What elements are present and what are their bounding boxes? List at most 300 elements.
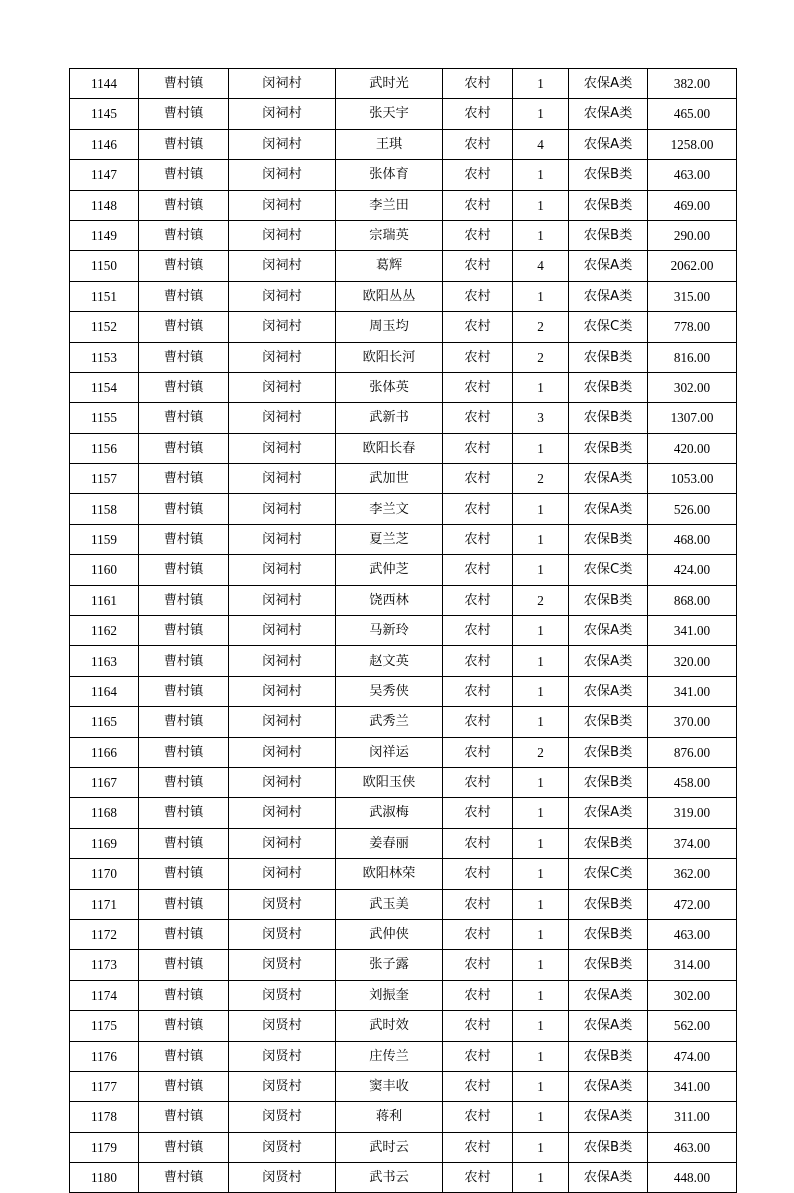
table-row xyxy=(70,494,737,524)
cell-count: 1 xyxy=(513,1102,569,1132)
cell-seq: 1153 xyxy=(70,342,139,372)
table-row xyxy=(70,889,737,919)
cell-category: 农保C类 xyxy=(569,859,648,889)
cell-seq: 1171 xyxy=(70,889,139,919)
cell-count: 1 xyxy=(513,798,569,828)
cell-amount: 816.00 xyxy=(648,342,737,372)
cell-amount: 868.00 xyxy=(648,585,737,615)
cell-seq: 1155 xyxy=(70,403,139,433)
cell-name: 武仲芝 xyxy=(336,555,443,585)
cell-name: 武秀兰 xyxy=(336,707,443,737)
cell-amount: 778.00 xyxy=(648,312,737,342)
cell-name: 张体育 xyxy=(336,160,443,190)
cell-town: 曹村镇 xyxy=(139,1132,229,1162)
cell-amount: 2062.00 xyxy=(648,251,737,281)
cell-amount: 362.00 xyxy=(648,859,737,889)
cell-type: 农村 xyxy=(443,1102,513,1132)
cell-village: 闵祠村 xyxy=(229,342,336,372)
cell-name: 葛辉 xyxy=(336,251,443,281)
cell-count: 1 xyxy=(513,1163,569,1193)
cell-type: 农村 xyxy=(443,99,513,129)
cell-seq: 1169 xyxy=(70,828,139,858)
cell-type: 农村 xyxy=(443,828,513,858)
table-row xyxy=(70,312,737,342)
table-row xyxy=(70,1102,737,1132)
cell-village: 闵祠村 xyxy=(229,798,336,828)
cell-type: 农村 xyxy=(443,372,513,402)
cell-village: 闵祠村 xyxy=(229,555,336,585)
cell-type: 农村 xyxy=(443,494,513,524)
cell-count: 1 xyxy=(513,950,569,980)
cell-category: 农保B类 xyxy=(569,707,648,737)
cell-category: 农保A类 xyxy=(569,281,648,311)
cell-town: 曹村镇 xyxy=(139,69,229,99)
cell-amount: 463.00 xyxy=(648,919,737,949)
cell-village: 闵祠村 xyxy=(229,676,336,706)
cell-type: 农村 xyxy=(443,464,513,494)
table-row xyxy=(70,69,737,99)
cell-village: 闵贤村 xyxy=(229,1132,336,1162)
table-row xyxy=(70,859,737,889)
cell-type: 农村 xyxy=(443,129,513,159)
cell-amount: 465.00 xyxy=(648,99,737,129)
table-row xyxy=(70,342,737,372)
cell-village: 闵贤村 xyxy=(229,1071,336,1101)
cell-village: 闵贤村 xyxy=(229,1163,336,1193)
cell-town: 曹村镇 xyxy=(139,220,229,250)
cell-town: 曹村镇 xyxy=(139,646,229,676)
cell-town: 曹村镇 xyxy=(139,859,229,889)
table-row xyxy=(70,190,737,220)
cell-amount: 458.00 xyxy=(648,767,737,797)
cell-type: 农村 xyxy=(443,707,513,737)
cell-village: 闵祠村 xyxy=(229,251,336,281)
cell-village: 闵祠村 xyxy=(229,524,336,554)
cell-count: 1 xyxy=(513,69,569,99)
table-row xyxy=(70,707,737,737)
cell-town: 曹村镇 xyxy=(139,1071,229,1101)
cell-type: 农村 xyxy=(443,616,513,646)
table-row xyxy=(70,220,737,250)
cell-type: 农村 xyxy=(443,859,513,889)
table-row xyxy=(70,1041,737,1071)
cell-village: 闵贤村 xyxy=(229,1041,336,1071)
cell-count: 1 xyxy=(513,1011,569,1041)
cell-name: 武玉美 xyxy=(336,889,443,919)
cell-village: 闵祠村 xyxy=(229,464,336,494)
cell-type: 农村 xyxy=(443,524,513,554)
cell-town: 曹村镇 xyxy=(139,707,229,737)
cell-category: 农保A类 xyxy=(569,798,648,828)
cell-town: 曹村镇 xyxy=(139,281,229,311)
cell-seq: 1165 xyxy=(70,707,139,737)
cell-seq: 1158 xyxy=(70,494,139,524)
cell-seq: 1156 xyxy=(70,433,139,463)
cell-town: 曹村镇 xyxy=(139,464,229,494)
cell-seq: 1172 xyxy=(70,919,139,949)
cell-name: 饶西林 xyxy=(336,585,443,615)
cell-village: 闵祠村 xyxy=(229,403,336,433)
cell-type: 农村 xyxy=(443,585,513,615)
cell-count: 1 xyxy=(513,828,569,858)
cell-amount: 314.00 xyxy=(648,950,737,980)
cell-seq: 1151 xyxy=(70,281,139,311)
cell-village: 闵祠村 xyxy=(229,312,336,342)
cell-village: 闵祠村 xyxy=(229,646,336,676)
table-row xyxy=(70,676,737,706)
cell-category: 农保B类 xyxy=(569,220,648,250)
cell-name: 武新书 xyxy=(336,403,443,433)
cell-town: 曹村镇 xyxy=(139,767,229,797)
cell-town: 曹村镇 xyxy=(139,372,229,402)
cell-seq: 1180 xyxy=(70,1163,139,1193)
cell-town: 曹村镇 xyxy=(139,889,229,919)
cell-amount: 463.00 xyxy=(648,1132,737,1162)
table-row xyxy=(70,950,737,980)
cell-count: 2 xyxy=(513,737,569,767)
cell-count: 1 xyxy=(513,494,569,524)
table-row xyxy=(70,1071,737,1101)
table-body xyxy=(70,69,737,1193)
cell-amount: 472.00 xyxy=(648,889,737,919)
table-row xyxy=(70,1011,737,1041)
cell-count: 1 xyxy=(513,616,569,646)
cell-count: 2 xyxy=(513,464,569,494)
cell-village: 闵祠村 xyxy=(229,99,336,129)
cell-village: 闵祠村 xyxy=(229,585,336,615)
cell-count: 1 xyxy=(513,220,569,250)
cell-category: 农保B类 xyxy=(569,342,648,372)
cell-type: 农村 xyxy=(443,889,513,919)
cell-seq: 1166 xyxy=(70,737,139,767)
table-row xyxy=(70,464,737,494)
cell-type: 农村 xyxy=(443,342,513,372)
cell-category: 农保A类 xyxy=(569,1071,648,1101)
cell-type: 农村 xyxy=(443,646,513,676)
cell-amount: 320.00 xyxy=(648,646,737,676)
table-row xyxy=(70,980,737,1010)
cell-category: 农保B类 xyxy=(569,737,648,767)
cell-type: 农村 xyxy=(443,312,513,342)
cell-seq: 1152 xyxy=(70,312,139,342)
cell-type: 农村 xyxy=(443,767,513,797)
cell-name: 窦丰收 xyxy=(336,1071,443,1101)
cell-type: 农村 xyxy=(443,1071,513,1101)
cell-type: 农村 xyxy=(443,737,513,767)
cell-count: 4 xyxy=(513,251,569,281)
cell-town: 曹村镇 xyxy=(139,403,229,433)
cell-seq: 1176 xyxy=(70,1041,139,1071)
cell-category: 农保B类 xyxy=(569,889,648,919)
cell-type: 农村 xyxy=(443,160,513,190)
cell-amount: 876.00 xyxy=(648,737,737,767)
cell-type: 农村 xyxy=(443,1163,513,1193)
cell-amount: 341.00 xyxy=(648,1071,737,1101)
cell-town: 曹村镇 xyxy=(139,1011,229,1041)
cell-amount: 1258.00 xyxy=(648,129,737,159)
table-row xyxy=(70,1163,737,1193)
cell-seq: 1175 xyxy=(70,1011,139,1041)
cell-town: 曹村镇 xyxy=(139,798,229,828)
cell-name: 李兰田 xyxy=(336,190,443,220)
cell-town: 曹村镇 xyxy=(139,494,229,524)
cell-amount: 311.00 xyxy=(648,1102,737,1132)
cell-village: 闵贤村 xyxy=(229,980,336,1010)
table-row xyxy=(70,616,737,646)
table-row xyxy=(70,646,737,676)
cell-amount: 1053.00 xyxy=(648,464,737,494)
cell-count: 1 xyxy=(513,676,569,706)
cell-amount: 463.00 xyxy=(648,160,737,190)
cell-type: 农村 xyxy=(443,251,513,281)
cell-town: 曹村镇 xyxy=(139,737,229,767)
cell-village: 闵祠村 xyxy=(229,616,336,646)
cell-amount: 448.00 xyxy=(648,1163,737,1193)
cell-seq: 1144 xyxy=(70,69,139,99)
cell-amount: 424.00 xyxy=(648,555,737,585)
cell-count: 4 xyxy=(513,129,569,159)
cell-category: 农保B类 xyxy=(569,585,648,615)
cell-category: 农保B类 xyxy=(569,160,648,190)
cell-name: 周玉均 xyxy=(336,312,443,342)
cell-type: 农村 xyxy=(443,919,513,949)
table-row xyxy=(70,372,737,402)
cell-name: 武时云 xyxy=(336,1132,443,1162)
cell-category: 农保A类 xyxy=(569,980,648,1010)
table-row xyxy=(70,281,737,311)
cell-count: 1 xyxy=(513,1041,569,1071)
cell-category: 农保B类 xyxy=(569,372,648,402)
cell-seq: 1167 xyxy=(70,767,139,797)
table-row xyxy=(70,99,737,129)
cell-type: 农村 xyxy=(443,403,513,433)
cell-town: 曹村镇 xyxy=(139,919,229,949)
table-row xyxy=(70,585,737,615)
cell-type: 农村 xyxy=(443,1132,513,1162)
table-row xyxy=(70,129,737,159)
cell-village: 闵祠村 xyxy=(229,707,336,737)
cell-amount: 420.00 xyxy=(648,433,737,463)
cell-town: 曹村镇 xyxy=(139,950,229,980)
cell-town: 曹村镇 xyxy=(139,99,229,129)
cell-town: 曹村镇 xyxy=(139,312,229,342)
cell-name: 张子露 xyxy=(336,950,443,980)
cell-village: 闵贤村 xyxy=(229,950,336,980)
cell-town: 曹村镇 xyxy=(139,616,229,646)
cell-name: 蒋利 xyxy=(336,1102,443,1132)
cell-town: 曹村镇 xyxy=(139,1102,229,1132)
cell-count: 1 xyxy=(513,889,569,919)
cell-name: 马新玲 xyxy=(336,616,443,646)
cell-type: 农村 xyxy=(443,980,513,1010)
cell-amount: 382.00 xyxy=(648,69,737,99)
cell-count: 1 xyxy=(513,281,569,311)
cell-type: 农村 xyxy=(443,190,513,220)
cell-amount: 474.00 xyxy=(648,1041,737,1071)
cell-village: 闵祠村 xyxy=(229,433,336,463)
cell-name: 武时光 xyxy=(336,69,443,99)
cell-name: 张体英 xyxy=(336,372,443,402)
cell-village: 闵祠村 xyxy=(229,69,336,99)
cell-seq: 1168 xyxy=(70,798,139,828)
cell-seq: 1174 xyxy=(70,980,139,1010)
cell-village: 闵贤村 xyxy=(229,1011,336,1041)
cell-village: 闵祠村 xyxy=(229,859,336,889)
table-row xyxy=(70,555,737,585)
cell-seq: 1159 xyxy=(70,524,139,554)
cell-name: 欧阳长河 xyxy=(336,342,443,372)
cell-amount: 290.00 xyxy=(648,220,737,250)
cell-count: 1 xyxy=(513,767,569,797)
cell-category: 农保B类 xyxy=(569,190,648,220)
cell-town: 曹村镇 xyxy=(139,129,229,159)
cell-count: 1 xyxy=(513,190,569,220)
cell-type: 农村 xyxy=(443,281,513,311)
table-row xyxy=(70,919,737,949)
cell-amount: 302.00 xyxy=(648,980,737,1010)
cell-town: 曹村镇 xyxy=(139,828,229,858)
cell-seq: 1161 xyxy=(70,585,139,615)
cell-amount: 374.00 xyxy=(648,828,737,858)
cell-town: 曹村镇 xyxy=(139,676,229,706)
cell-seq: 1147 xyxy=(70,160,139,190)
cell-type: 农村 xyxy=(443,555,513,585)
cell-category: 农保A类 xyxy=(569,251,648,281)
cell-name: 武书云 xyxy=(336,1163,443,1193)
cell-village: 闵祠村 xyxy=(229,828,336,858)
table-row xyxy=(70,737,737,767)
cell-seq: 1150 xyxy=(70,251,139,281)
cell-amount: 526.00 xyxy=(648,494,737,524)
cell-count: 1 xyxy=(513,980,569,1010)
cell-village: 闵祠村 xyxy=(229,160,336,190)
table-row xyxy=(70,1132,737,1162)
table-row xyxy=(70,767,737,797)
cell-village: 闵祠村 xyxy=(229,281,336,311)
cell-category: 农保B类 xyxy=(569,1041,648,1071)
cell-town: 曹村镇 xyxy=(139,433,229,463)
table-row xyxy=(70,524,737,554)
cell-village: 闵祠村 xyxy=(229,129,336,159)
cell-amount: 341.00 xyxy=(648,616,737,646)
cell-seq: 1163 xyxy=(70,646,139,676)
cell-seq: 1160 xyxy=(70,555,139,585)
cell-seq: 1170 xyxy=(70,859,139,889)
cell-count: 1 xyxy=(513,160,569,190)
cell-town: 曹村镇 xyxy=(139,160,229,190)
cell-town: 曹村镇 xyxy=(139,524,229,554)
cell-name: 庄传兰 xyxy=(336,1041,443,1071)
cell-town: 曹村镇 xyxy=(139,980,229,1010)
cell-village: 闵祠村 xyxy=(229,220,336,250)
cell-village: 闵贤村 xyxy=(229,889,336,919)
cell-village: 闵祠村 xyxy=(229,494,336,524)
cell-seq: 1154 xyxy=(70,372,139,402)
cell-amount: 562.00 xyxy=(648,1011,737,1041)
cell-town: 曹村镇 xyxy=(139,1041,229,1071)
cell-category: 农保A类 xyxy=(569,99,648,129)
cell-category: 农保C类 xyxy=(569,555,648,585)
cell-type: 农村 xyxy=(443,69,513,99)
cell-count: 1 xyxy=(513,1132,569,1162)
cell-count: 1 xyxy=(513,555,569,585)
cell-seq: 1178 xyxy=(70,1102,139,1132)
cell-count: 1 xyxy=(513,433,569,463)
cell-name: 吴秀侠 xyxy=(336,676,443,706)
cell-seq: 1177 xyxy=(70,1071,139,1101)
cell-village: 闵祠村 xyxy=(229,737,336,767)
cell-amount: 1307.00 xyxy=(648,403,737,433)
cell-category: 农保B类 xyxy=(569,403,648,433)
cell-town: 曹村镇 xyxy=(139,251,229,281)
cell-name: 欧阳长春 xyxy=(336,433,443,463)
cell-count: 3 xyxy=(513,403,569,433)
cell-seq: 1162 xyxy=(70,616,139,646)
cell-village: 闵祠村 xyxy=(229,767,336,797)
table-row xyxy=(70,828,737,858)
cell-town: 曹村镇 xyxy=(139,342,229,372)
cell-village: 闵贤村 xyxy=(229,1102,336,1132)
cell-amount: 468.00 xyxy=(648,524,737,554)
cell-category: 农保A类 xyxy=(569,1102,648,1132)
cell-seq: 1145 xyxy=(70,99,139,129)
table-row xyxy=(70,251,737,281)
cell-town: 曹村镇 xyxy=(139,585,229,615)
cell-seq: 1149 xyxy=(70,220,139,250)
cell-seq: 1173 xyxy=(70,950,139,980)
cell-name: 姜春丽 xyxy=(336,828,443,858)
cell-seq: 1157 xyxy=(70,464,139,494)
table-row xyxy=(70,403,737,433)
cell-name: 宗瑞英 xyxy=(336,220,443,250)
cell-count: 1 xyxy=(513,646,569,676)
cell-type: 农村 xyxy=(443,433,513,463)
cell-category: 农保A类 xyxy=(569,129,648,159)
cell-village: 闵祠村 xyxy=(229,190,336,220)
cell-count: 1 xyxy=(513,99,569,129)
cell-count: 1 xyxy=(513,1071,569,1101)
table-row xyxy=(70,798,737,828)
cell-amount: 302.00 xyxy=(648,372,737,402)
cell-count: 2 xyxy=(513,585,569,615)
cell-village: 闵祠村 xyxy=(229,372,336,402)
cell-type: 农村 xyxy=(443,950,513,980)
cell-seq: 1146 xyxy=(70,129,139,159)
cell-town: 曹村镇 xyxy=(139,555,229,585)
cell-amount: 319.00 xyxy=(648,798,737,828)
cell-town: 曹村镇 xyxy=(139,1163,229,1193)
cell-category: 农保B类 xyxy=(569,433,648,463)
cell-name: 王琪 xyxy=(336,129,443,159)
cell-count: 1 xyxy=(513,859,569,889)
cell-type: 农村 xyxy=(443,220,513,250)
cell-count: 2 xyxy=(513,342,569,372)
cell-name: 欧阳林荣 xyxy=(336,859,443,889)
cell-category: 农保B类 xyxy=(569,767,648,797)
cell-amount: 341.00 xyxy=(648,676,737,706)
table-row xyxy=(70,433,737,463)
cell-category: 农保A类 xyxy=(569,616,648,646)
cell-town: 曹村镇 xyxy=(139,190,229,220)
cell-type: 农村 xyxy=(443,798,513,828)
cell-category: 农保A类 xyxy=(569,464,648,494)
cell-name: 武仲侠 xyxy=(336,919,443,949)
cell-name: 欧阳玉侠 xyxy=(336,767,443,797)
cell-type: 农村 xyxy=(443,676,513,706)
cell-category: 农保A类 xyxy=(569,494,648,524)
cell-category: 农保A类 xyxy=(569,1011,648,1041)
table-row xyxy=(70,160,737,190)
